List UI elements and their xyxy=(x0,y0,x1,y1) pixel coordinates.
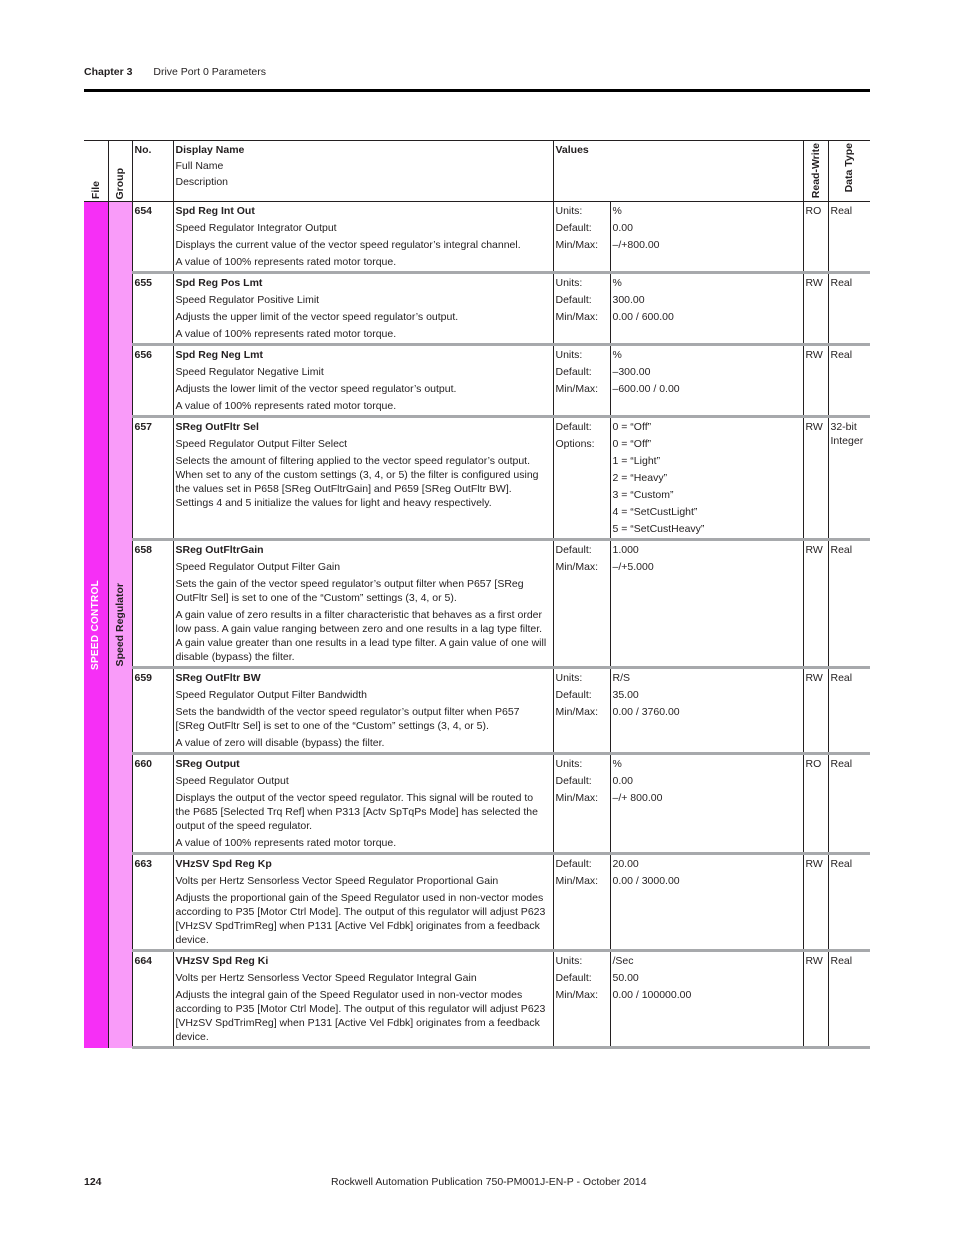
description: Adjusts the proportional gain of the Speed Regulator used in non-vector modes according to P35 [Motor Ctrl Mode]. The output of this regulator will adjust P623 [VHzSV SpdTrimReg] when P131 [Active Vel Fdbk] originates from a feedback device. xyxy=(175,892,546,946)
param-number: 655 xyxy=(132,273,173,345)
value-item: 0.00 xyxy=(612,222,633,234)
group-cell xyxy=(108,202,132,1048)
value-label: Min/Max: xyxy=(555,239,599,251)
value-item: /Sec xyxy=(612,955,634,967)
col-display-name: Display Name Full Name Description xyxy=(173,141,553,202)
col-values: Values xyxy=(553,141,803,202)
value-item: 0 = “Off” xyxy=(612,421,652,433)
read-write: RW xyxy=(803,417,828,540)
publication-info: Rockwell Automation Publication 750-PM001J-EN-P - October 2014 xyxy=(331,1176,647,1188)
read-write: RW xyxy=(803,273,828,345)
value-item: –/+ 800.00 xyxy=(612,792,663,804)
value-item: % xyxy=(612,349,622,361)
full-name: Speed Regulator Output Filter Select xyxy=(175,438,348,450)
read-write: RW xyxy=(803,668,828,754)
value-label: Min/Max: xyxy=(555,792,599,804)
value-label: Default: xyxy=(555,972,592,984)
value-label: Default: xyxy=(555,689,592,701)
display-name: Spd Reg Pos Lmt xyxy=(175,277,263,289)
group-label: Speed Regulator xyxy=(114,583,126,667)
param-name-cell xyxy=(173,417,553,540)
col-group: Group xyxy=(108,141,132,202)
value-labels xyxy=(553,345,610,417)
value-item: 4 = “SetCustLight” xyxy=(612,506,698,518)
full-name: Speed Regulator Integrator Output xyxy=(175,222,337,234)
data-type: Real xyxy=(828,754,870,854)
description: Sets the gain of the vector speed regulator’s output filter when P657 [SReg OutFltr Sel] is set to one of the “Custom” settings (3, 4, or 5). xyxy=(175,578,524,604)
display-name: Spd Reg Int Out xyxy=(175,205,255,217)
param-name-cell xyxy=(173,540,553,668)
col-read-write: Read-Write xyxy=(803,141,828,202)
value-label: Units: xyxy=(555,758,583,770)
data-type: Real xyxy=(828,951,870,1048)
param-number: 660 xyxy=(132,754,173,854)
value-item: 50.00 xyxy=(612,972,639,984)
display-name: SReg OutFltr Sel xyxy=(175,421,259,433)
value-label: Min/Max: xyxy=(555,561,599,573)
value-values xyxy=(610,951,803,1048)
table-row xyxy=(84,668,870,754)
full-name: Speed Regulator Positive Limit xyxy=(175,294,320,306)
value-values xyxy=(610,540,803,668)
value-label: Default: xyxy=(555,366,592,378)
data-type: Real xyxy=(828,273,870,345)
value-labels xyxy=(553,668,610,754)
value-label: Units: xyxy=(555,955,583,967)
value-item: 35.00 xyxy=(612,689,639,701)
value-values xyxy=(610,345,803,417)
param-name-cell xyxy=(173,202,553,273)
value-item: 20.00 xyxy=(612,858,639,870)
value-labels xyxy=(553,854,610,951)
param-name-cell xyxy=(173,754,553,854)
value-label: Default: xyxy=(555,421,592,433)
full-name: Speed Regulator Output Filter Bandwidth xyxy=(175,689,367,701)
value-values xyxy=(610,668,803,754)
value-label: Units: xyxy=(555,205,583,217)
value-labels xyxy=(553,273,610,345)
value-item: 1 = “Light” xyxy=(612,455,661,467)
full-name: Speed Regulator Output Filter Gain xyxy=(175,561,341,573)
header-rule xyxy=(84,89,870,92)
value-label: Min/Max: xyxy=(555,875,599,887)
chapter-label: Chapter 3 xyxy=(84,66,133,78)
value-labels xyxy=(553,540,610,668)
data-type: Real xyxy=(828,854,870,951)
col-no: No. xyxy=(132,141,173,202)
value-item: –300.00 xyxy=(612,366,651,378)
full-name: Volts per Hertz Sensorless Vector Speed Regulator Integral Gain xyxy=(175,972,477,984)
value-item: 0 = “Off” xyxy=(612,438,652,450)
data-type: Real xyxy=(828,345,870,417)
value-item: 2 = “Heavy” xyxy=(612,472,668,484)
read-write: RO xyxy=(803,754,828,854)
full-name: Speed Regulator Negative Limit xyxy=(175,366,324,378)
value-item: R/S xyxy=(612,672,631,684)
value-label: Min/Max: xyxy=(555,383,599,395)
param-number: 657 xyxy=(132,417,173,540)
read-write: RW xyxy=(803,540,828,668)
value-item: 300.00 xyxy=(612,294,645,306)
value-label: Default: xyxy=(555,222,592,234)
data-type: Real xyxy=(828,668,870,754)
param-name-cell xyxy=(173,273,553,345)
description: Adjusts the integral gain of the Speed Regulator used in non-vector modes according to P35 [Motor Ctrl Mode]. The output of this regulator will adjust P623 [VHzSV SpdTrimReg] when P131 [Active Vel Fdbk] originates from a feedback device. xyxy=(175,989,546,1043)
value-label: Units: xyxy=(555,672,583,684)
table-header-row xyxy=(84,141,870,202)
param-name-cell xyxy=(173,345,553,417)
data-type: Real xyxy=(828,202,870,273)
display-name: VHzSV Spd Reg Kp xyxy=(175,858,272,870)
full-name: Volts per Hertz Sensorless Vector Speed Regulator Proportional Gain xyxy=(175,875,499,887)
param-number: 654 xyxy=(132,202,173,273)
value-labels xyxy=(553,417,610,540)
param-number: 658 xyxy=(132,540,173,668)
value-label: Default: xyxy=(555,544,592,556)
value-label: Units: xyxy=(555,349,583,361)
file-cell xyxy=(84,202,108,1048)
value-item: 0.00 / 600.00 xyxy=(612,311,674,323)
value-values xyxy=(610,754,803,854)
description: Displays the output of the vector speed regulator. This signal will be routed to the P685 [Selected Trq Ref] when P313 [Actv SpTqPs Mode] has selected the output of the speed regulator. xyxy=(175,792,538,832)
display-name: VHzSV Spd Reg Ki xyxy=(175,955,269,967)
value-item: –600.00 / 0.00 xyxy=(612,383,680,395)
display-name: SReg OutFltr BW xyxy=(175,672,261,684)
display-name: Spd Reg Neg Lmt xyxy=(175,349,264,361)
value-label: Units: xyxy=(555,277,583,289)
table-row xyxy=(84,540,870,668)
value-labels xyxy=(553,754,610,854)
description: Adjusts the upper limit of the vector speed regulator’s output. xyxy=(175,311,459,323)
param-number: 663 xyxy=(132,854,173,951)
table-row xyxy=(84,273,870,345)
description: Sets the bandwidth of the vector speed regulator’s output filter when P657 [SReg OutFltr Sel] is set to one of the “Custom” settings (3, 4, or 5). xyxy=(175,706,520,732)
value-label: Default: xyxy=(555,775,592,787)
value-label: Options: xyxy=(555,438,595,450)
col-data-type: Data Type xyxy=(828,141,870,202)
value-label: Min/Max: xyxy=(555,706,599,718)
value-item: 0.00 xyxy=(612,775,633,787)
value-values xyxy=(610,273,803,345)
table-row xyxy=(84,951,870,1048)
data-type: 32-bit Integer xyxy=(828,417,870,540)
display-name: SReg OutFltrGain xyxy=(175,544,264,556)
description: Selects the amount of filtering applied to the vector speed regulator’s output. When set to any of the custom settings (3, 4, or 5) the filter is configured using the values set in P658 [SReg OutFltrGain] and P659 [SReg OutFltr BW]. Settings 4 and 5 initialize the values for light and heavy respectively. xyxy=(175,455,539,509)
value-labels xyxy=(553,202,610,273)
description: A value of zero will disable (bypass) the filter. xyxy=(175,737,385,749)
value-item: 5 = “SetCustHeavy” xyxy=(612,523,705,535)
value-label: Default: xyxy=(555,294,592,306)
value-values xyxy=(610,202,803,273)
param-name-cell xyxy=(173,951,553,1048)
param-number: 656 xyxy=(132,345,173,417)
table-row xyxy=(84,854,870,951)
value-item: –/+5.000 xyxy=(612,561,654,573)
description: A gain value of zero results in a filter characteristic that behaves as a first order low pass. A gain value ranging between zero and one results in a lag type filter. A gain value greater than one results in a lead type filter. A gain value of one will disable (bypass) the filter. xyxy=(175,609,547,663)
value-label: Min/Max: xyxy=(555,311,599,323)
full-name: Speed Regulator Output xyxy=(175,775,289,787)
value-item: 3 = “Custom” xyxy=(612,489,674,501)
page-number: 124 xyxy=(84,1176,102,1188)
value-label: Default: xyxy=(555,858,592,870)
description: Adjusts the lower limit of the vector speed regulator’s output. xyxy=(175,383,457,395)
value-labels xyxy=(553,951,610,1048)
section-title: Drive Port 0 Parameters xyxy=(153,66,266,78)
read-write: RW xyxy=(803,854,828,951)
value-item: 1.000 xyxy=(612,544,639,556)
description: A value of 100% represents rated motor torque. xyxy=(175,837,397,849)
table-row xyxy=(84,345,870,417)
table-row xyxy=(84,754,870,854)
value-item: 0.00 / 3760.00 xyxy=(612,706,680,718)
param-name-cell xyxy=(173,668,553,754)
param-number: 659 xyxy=(132,668,173,754)
value-values xyxy=(610,417,803,540)
value-item: % xyxy=(612,205,622,217)
value-item: 0.00 / 3000.00 xyxy=(612,875,680,887)
read-write: RW xyxy=(803,951,828,1048)
description: A value of 100% represents rated motor torque. xyxy=(175,400,397,412)
parameter-table xyxy=(84,140,870,1049)
description: A value of 100% represents rated motor torque. xyxy=(175,328,397,340)
table-row xyxy=(84,202,870,273)
value-values xyxy=(610,854,803,951)
param-number: 664 xyxy=(132,951,173,1048)
page-header xyxy=(84,66,266,78)
value-item: 0.00 / 100000.00 xyxy=(612,989,692,1001)
param-name-cell xyxy=(173,854,553,951)
description: A value of 100% represents rated motor torque. xyxy=(175,256,397,268)
value-label: Min/Max: xyxy=(555,989,599,1001)
value-item: % xyxy=(612,277,622,289)
col-file: File xyxy=(84,141,108,202)
value-item: % xyxy=(612,758,622,770)
table-row xyxy=(84,417,870,540)
data-type: Real xyxy=(828,540,870,668)
read-write: RW xyxy=(803,345,828,417)
display-name: SReg Output xyxy=(175,758,240,770)
value-item: –/+800.00 xyxy=(612,239,660,251)
description: Displays the current value of the vector speed regulator’s integral channel. xyxy=(175,239,521,251)
read-write: RO xyxy=(803,202,828,273)
file-label: SPEED CONTROL xyxy=(89,579,101,670)
